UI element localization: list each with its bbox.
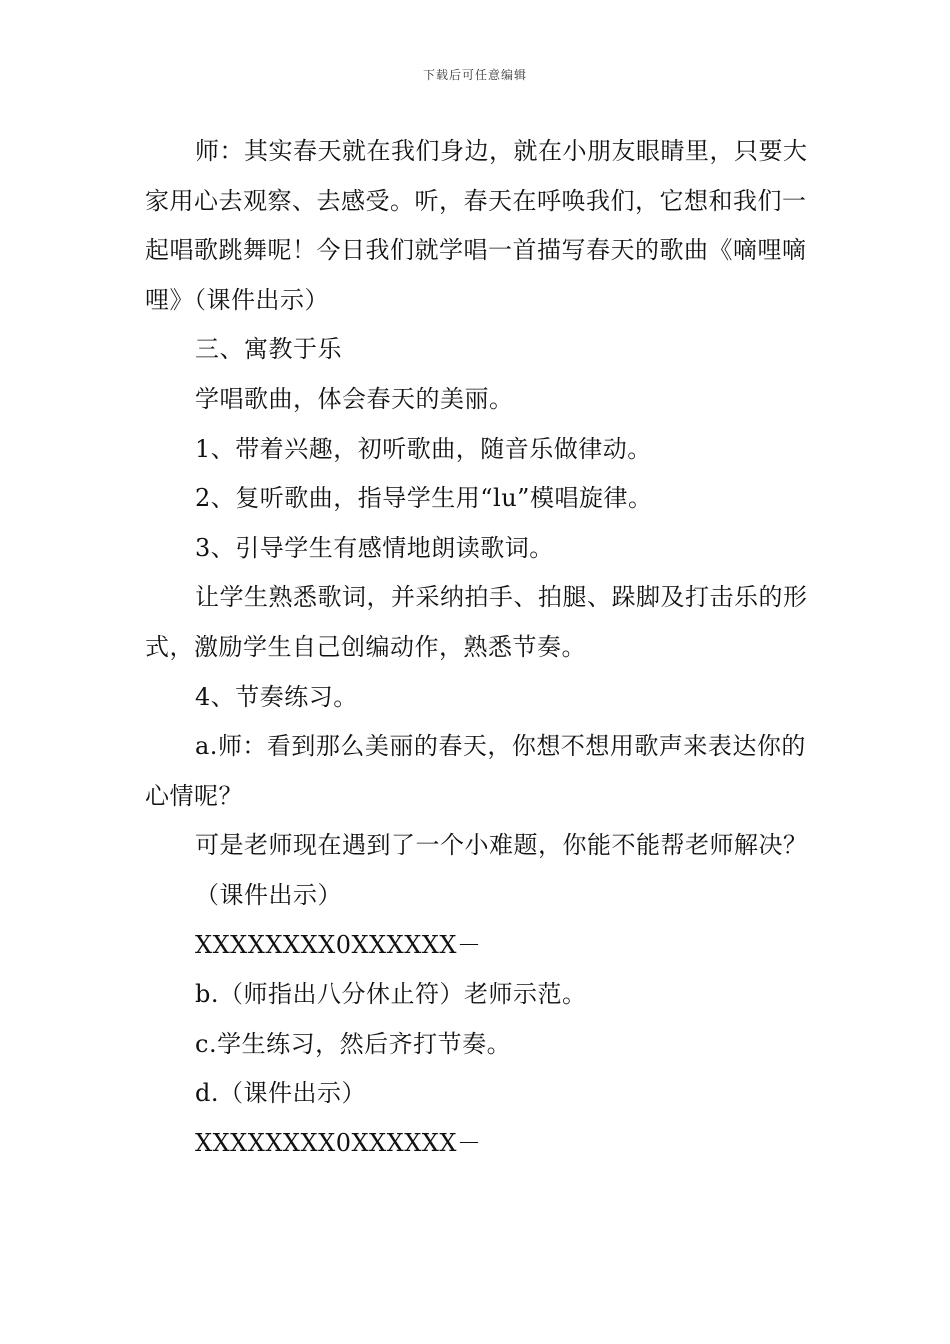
paragraph-learn-song: 学唱歌曲，体会春天的美丽。 — [195, 384, 514, 413]
paragraph-problem: 可是老师现在遇到了一个小难题，你能不能帮老师解决？ — [195, 831, 808, 860]
item-b: b.（师指出八分休止符）老师示范。 — [195, 980, 587, 1009]
step-3: 3、引导学生有感情地朗读歌词。 — [195, 533, 554, 562]
rhythm-pattern-1: XXXXXXXX0XXXXXX－ — [195, 930, 482, 959]
step-1: 1、带着兴趣，初听歌曲，随音乐做律动。 — [195, 434, 652, 463]
item-a: a.师：看到那么美丽的春天，你想不想用歌声来表达你的心情呢？ — [145, 732, 806, 810]
page-header: 下载后可任意编辑 — [422, 68, 527, 82]
paragraph-lyrics-practice: 让学生熟悉歌词，并采纳拍手、拍腿、跺脚及打击乐的形式，激励学生自己创编动作，熟悉节奏。 — [145, 583, 808, 661]
item-d: d.（课件出示） — [195, 1079, 366, 1108]
step-2: 2、复听歌曲，指导学生用“lu”模唱旋律。 — [195, 484, 653, 513]
step-4: 4、节奏练习。 — [195, 682, 358, 711]
paragraph-teacher-intro: 师：其实春天就在我们身边，就在小朋友眼睛里，只要大家用心去观察、去感受。听，春天在呼唤我们，它想和我们一起唱歌跳舞呢！今日我们就学唱一首描写春天的歌曲《嘀哩嘀哩》（课件出示） — [145, 137, 808, 314]
document-body — [145, 127, 810, 1168]
courseware-note-1: （课件出示） — [195, 880, 342, 909]
rhythm-pattern-2: XXXXXXXX0XXXXXX－ — [195, 1128, 482, 1157]
section-heading-3: 三、寓教于乐 — [195, 335, 342, 364]
item-c: c.学生练习，然后齐打节奏。 — [195, 1029, 512, 1058]
